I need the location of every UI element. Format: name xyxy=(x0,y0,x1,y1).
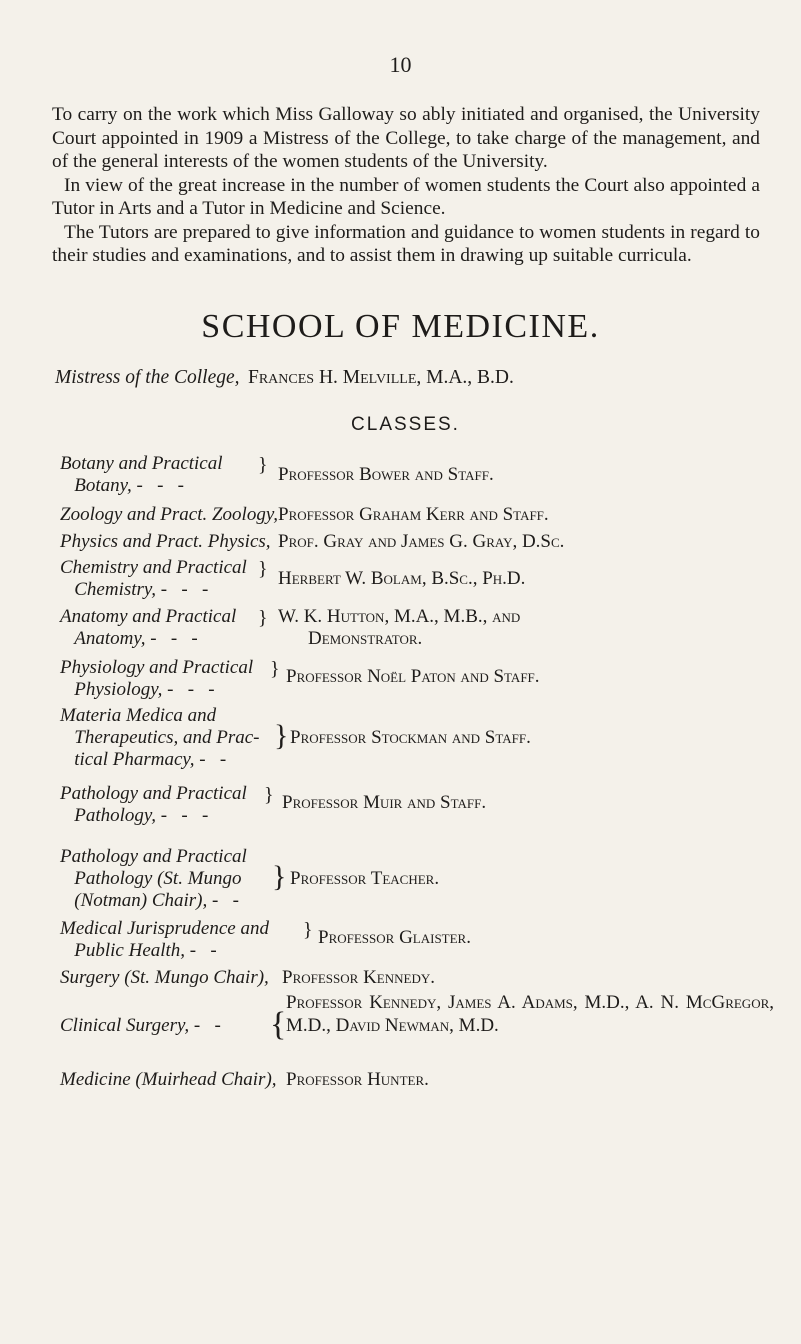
class-teacher: Professor Kennedy. xyxy=(282,967,435,988)
class-teacher: Professor Teacher. xyxy=(290,868,440,889)
brace-icon: } xyxy=(274,719,289,752)
class-subject: Medicine (Muirhead Chair), xyxy=(60,1069,277,1090)
class-subject: Clinical Surgery, - - xyxy=(60,1015,221,1036)
class-subject: Pathology and Practical Pathology (St. Mungo (Notman) Chair), - - xyxy=(60,846,247,911)
classes-heading: CLASSES. xyxy=(351,414,460,435)
class-teacher: Professor Hunter. xyxy=(286,1069,429,1090)
class-subject: Pathology and Practical Pathology, - - - xyxy=(60,783,247,826)
class-row-pathology-st-mungo xyxy=(60,846,760,912)
class-teacher-line-2: Demonstrator. xyxy=(308,628,423,649)
section-title: SCHOOL OF MEDICINE. xyxy=(201,308,600,345)
class-teacher: Professor Glaister. xyxy=(318,927,471,948)
class-subject: Physics and Pract. Physics, xyxy=(60,531,271,552)
class-row-pathology xyxy=(60,783,760,827)
mistress-label: Mistress of the College, xyxy=(55,367,240,388)
class-subject: Chemistry and Practical Chemistry, - - - xyxy=(60,557,247,600)
brace-icon: } xyxy=(264,784,274,806)
class-subject: Zoology and Pract. Zoology, xyxy=(60,504,278,525)
class-teacher: Professor Kennedy, James A. Adams, M.D., A. N. McGregor, M.D., David Newman, M.D. xyxy=(286,992,774,1036)
class-subject: Surgery (St. Mungo Chair), xyxy=(60,967,269,988)
class-row-clinical-surgery xyxy=(60,992,774,1060)
mistress-name: Frances H. Melville, M.A., B.D. xyxy=(248,367,514,388)
page-number: 10 xyxy=(389,52,412,77)
class-row-anatomy xyxy=(60,606,760,650)
brace-icon: } xyxy=(258,558,268,580)
class-subject: Medical Jurisprudence and Public Health, - - xyxy=(60,918,269,961)
brace-icon: } xyxy=(258,607,268,629)
mistress-line xyxy=(55,367,755,389)
class-row-chemistry xyxy=(60,557,760,601)
class-teacher: Prof. Gray and James G. Gray, D.Sc. xyxy=(278,531,565,552)
class-teacher: Professor Graham Kerr and Staff. xyxy=(278,504,549,525)
brace-icon: { xyxy=(270,1006,287,1043)
class-row-botany xyxy=(60,453,760,497)
class-teacher: Herbert W. Bolam, B.Sc., Ph.D. xyxy=(278,568,526,589)
brace-icon: } xyxy=(303,919,313,941)
intro-paragraph-3: The Tutors are prepared to give information and guidance to women students in regard to their studies and examinations, and to assist them in drawing up suitable curricula. xyxy=(52,221,760,266)
class-teacher-line-1: W. K. Hutton, M.A., M.B., and xyxy=(278,606,521,627)
class-row-medical-jurisprudence xyxy=(60,918,760,962)
intro-text xyxy=(52,103,760,268)
class-teacher: Professor Stockman and Staff. xyxy=(290,727,531,748)
intro-paragraph-1: To carry on the work which Miss Galloway so ably initiated and organised, the University Court appointed in 1909 a Mistress of the College, to take charge of the management, and of the general interests of the women students of the University. xyxy=(52,104,760,172)
intro-paragraph-2: In view of the great increase in the number of women students the Court also appointed a Tutor in Arts and a Tutor in Medicine and Science. xyxy=(52,174,760,219)
class-subject: Physiology and Practical Physiology, - - - xyxy=(60,657,254,700)
brace-icon: } xyxy=(272,860,287,893)
class-subject: Botany and Practical Botany, - - - xyxy=(60,453,223,496)
class-subject: Anatomy and Practical Anatomy, - - - xyxy=(60,606,237,649)
class-row-physiology xyxy=(60,657,760,701)
class-row-materia-medica xyxy=(60,705,760,771)
class-subject: Materia Medica and Therapeutics, and Prac- tical Pharmacy, - - xyxy=(60,705,260,770)
class-teacher: Professor Noël Paton and Staff. xyxy=(286,666,540,687)
class-teacher: Professor Muir and Staff. xyxy=(282,792,487,813)
brace-icon: } xyxy=(270,658,280,680)
class-teacher: Professor Bower and Staff. xyxy=(278,464,494,485)
brace-icon: } xyxy=(258,454,268,476)
